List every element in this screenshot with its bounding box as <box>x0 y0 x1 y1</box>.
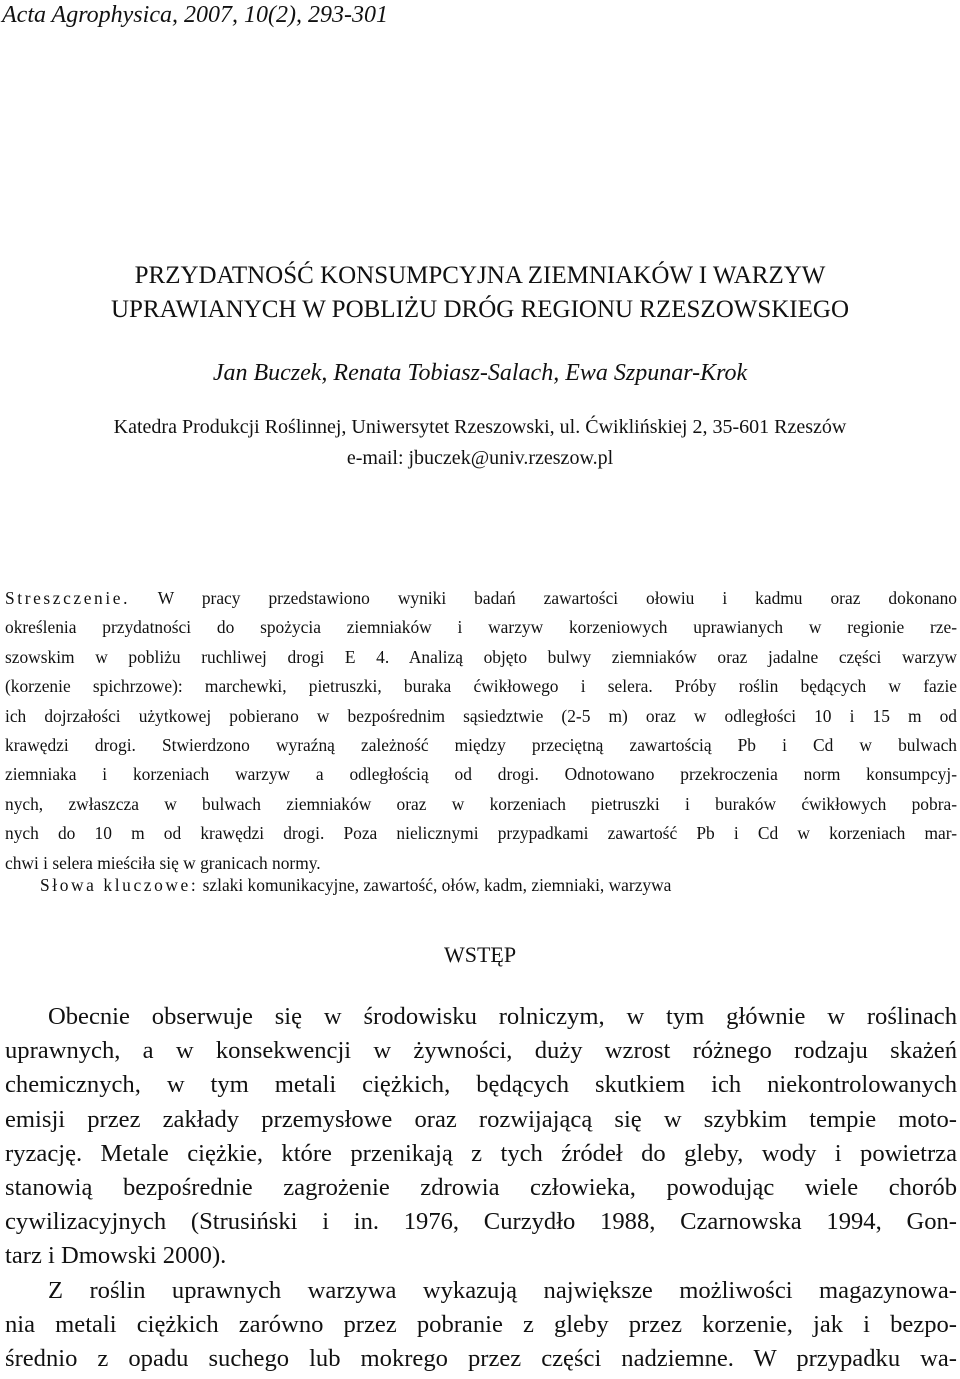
article-title <box>0 259 960 327</box>
abstract-line: chwi i selera mieściła się w granicach normy. <box>5 852 321 873</box>
affiliation-address: Katedra Produkcji Roślinnej, Uniwersytet Rzeszowski, ul. Ćwiklińskiej 2, 35-601 Rzeszów <box>113 416 847 438</box>
abstract-line: ziemniaka i korzeniach warzyw a odległością od drogi. Odnotowano przekroczenia norm konsumpcyj- <box>5 764 957 785</box>
body-line: stanowią bezpośrednie zagrożenie zdrowia człowieka, powodując wiele chorób <box>5 1174 957 1202</box>
body-line: emisji przez zakłady przemysłowe oraz rozwijającą się w szybkim tempie moto- <box>5 1105 957 1133</box>
body-line: tarz i Dmowski 2000). <box>5 1242 227 1270</box>
abstract-block <box>5 584 957 878</box>
abstract-line: szowskim w pobliżu ruchliwej drogi E 4. Analizą objęto bulwy ziemniaków oraz jadalne części warzyw <box>5 646 957 667</box>
abstract-line: Streszczenie. W pracy przedstawiono wyniki badań zawartości ołowiu i kadmu oraz dokonano <box>5 588 957 608</box>
body-line: nia metali ciężkich zarówno przez pobranie z gleby przez korzenie, jak i bezpo- <box>5 1310 957 1338</box>
section-heading: WSTĘP <box>443 942 517 967</box>
keywords-line <box>40 871 955 900</box>
article-authors: Jan Buczek, Renata Tobiasz-Salach, Ewa Szpunar-Krok <box>212 360 748 386</box>
body-text <box>5 1000 957 1376</box>
abstract-line: ich dojrzałości użytkowej pobierano w bezpośrednim sąsiedztwie (2-5 m) oraz w odległości 10 i 15 m od <box>5 705 957 726</box>
abstract-line: (korzenie spichrzowe): marchewki, pietruszki, buraka ćwikłowego i selera. Próby roślin będących w fazie <box>5 676 957 697</box>
body-line: średnio z opadu suchego lub mokrego przez części nadziemne. W przypadku wa- <box>5 1345 957 1373</box>
title-line-1: PRZYDATNOŚĆ KONSUMPCYJNA ZIEMNIAKÓW I WARZYW <box>134 262 826 289</box>
contact-email: e-mail: jbuczek@univ.rzeszow.pl <box>346 447 614 469</box>
abstract-line: określenia przydatności do spożycia ziemniaków i warzyw korzeniowych uprawianych w regionie rze- <box>5 617 957 638</box>
author-affiliation <box>0 412 960 474</box>
body-line: ryzację. Metale ciężkie, które przenikają z tych źródeł do gleby, wody i powietrza <box>5 1139 957 1167</box>
keywords-list: szlaki komunikacyjne, zawartość, ołów, kadm, ziemniaki, warzywa <box>198 875 672 895</box>
body-line: chemicznych, w tym metali ciężkich, będących skutkiem ich niekontrolowanych <box>5 1071 957 1099</box>
abstract-line: krawędzi drogi. Stwierdzono wyraźną zależność między przeciętną zawartością Pb i Cd w bulwach <box>5 735 957 756</box>
body-line: uprawnych, a w konsekwencji w żywności, duży wzrost różnego rodzaju skażeń <box>5 1037 957 1065</box>
journal-citation: Acta Agrophysica, 2007, 10(2), 293-301 <box>2 2 388 28</box>
keywords-label: Słowa kluczowe: <box>40 875 199 895</box>
body-line: cywilizacyjnych (Strusiński i in. 1976, Curzydło 1988, Czarnowska 1994, Gon- <box>5 1208 957 1236</box>
title-line-2: UPRAWIANYCH W POBLIŻU DRÓG REGIONU RZESZOWSKIEGO <box>110 296 850 323</box>
abstract-label: Streszczenie. <box>5 588 131 608</box>
abstract-line: nych, zwłaszcza w bulwach ziemniaków oraz w korzeniach pietruszki i buraków ćwikłowych pobra- <box>5 793 957 814</box>
body-line: Obecnie obserwuje się w środowisku rolniczym, w tym głównie w roślinach <box>48 1003 957 1030</box>
abstract-line: nych do 10 m od krawędzi drogi. Poza nielicznymi przypadkami zawartość Pb i Cd w korzeniach mar- <box>5 823 957 844</box>
body-line: Z roślin uprawnych warzywa wykazują największe możliwości magazynowa- <box>48 1276 957 1304</box>
